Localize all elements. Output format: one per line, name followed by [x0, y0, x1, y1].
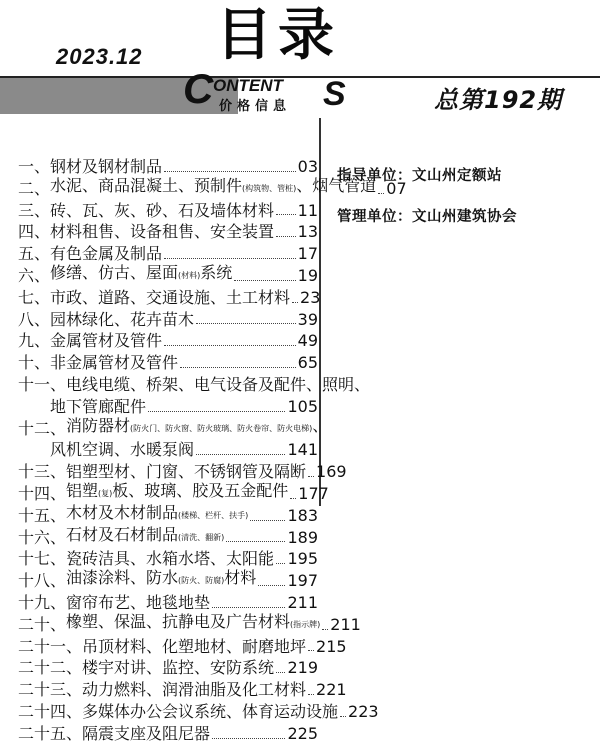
manage-unit: 管理单位：文山州建筑协会 [337, 209, 517, 225]
toc-page-number: 169 [316, 462, 347, 482]
toc-number: 七、 [18, 287, 51, 307]
toc-title [50, 262, 232, 287]
toc-number: 四、 [18, 222, 51, 242]
toc-row [18, 175, 407, 200]
toc-title [50, 352, 178, 374]
toc-title-text: 石材及石材制品 [66, 524, 179, 544]
toc-leader-dots [164, 258, 296, 259]
toc-title-text: 风机空调、水暖泵阀 [50, 440, 195, 460]
contents-logo [183, 65, 353, 114]
toc-title-text: 非金属管材及管件 [50, 353, 179, 373]
toc-number: 十五、 [18, 505, 67, 525]
toc-page-number: 177 [298, 483, 329, 503]
toc-note: (复) [98, 488, 113, 498]
toc-leader-dots [276, 236, 296, 237]
contents-last-letter: S [323, 75, 346, 113]
toc-title [66, 611, 320, 636]
toc-row [18, 611, 361, 636]
toc-leader-dots [308, 476, 314, 477]
toc-leader-dots [196, 323, 296, 324]
toc-leader-dots [258, 585, 285, 586]
toc-title [50, 175, 376, 200]
toc-number: 三、 [18, 200, 51, 220]
toc-page-number: 07 [386, 178, 407, 198]
toc-page-number: 23 [300, 287, 321, 307]
toc-page-number: 03 [297, 157, 318, 176]
contents-subtitle: 价格信息 [219, 99, 292, 114]
table-of-contents [18, 156, 407, 745]
toc-number: 五、 [18, 244, 51, 264]
toc-row [18, 524, 318, 549]
toc-row [18, 221, 318, 243]
toc-number: 十八、 [18, 571, 67, 591]
toc-page-number: 141 [287, 440, 318, 460]
toc-number: 十、 [18, 353, 51, 373]
toc-title-text: 电线电缆、桥架、电气设备及配件、照明、 [66, 374, 371, 394]
contents-first-letter: C [183, 65, 214, 112]
toc-title [50, 439, 194, 461]
toc-number: 二、 [18, 178, 51, 198]
toc-row [18, 309, 318, 331]
toc-title [66, 524, 224, 549]
toc-title-text: 瓷砖洁具、水箱水塔、太阳能 [66, 549, 275, 569]
toc-number: 十六、 [18, 527, 67, 547]
toc-title-text: 铝塑型材、门窗、不锈钢管及隔断 [66, 462, 307, 482]
toc-title [50, 200, 274, 222]
toc-number: 十九、 [18, 592, 67, 612]
header [0, 0, 600, 120]
toc-title [66, 567, 256, 592]
toc-note: (楼梯、栏杆、扶手) [178, 510, 249, 520]
toc-title-text: 多媒体办公会议系统、体育运动设施 [82, 701, 339, 721]
toc-note: (指示牌) [290, 619, 321, 629]
toc-page-number: 49 [297, 331, 318, 351]
toc-title-rest: 材料 [224, 568, 257, 588]
toc-title-text: 有色金属及制品 [50, 244, 163, 264]
toc-note: (清洗、翻新) [178, 532, 225, 542]
toc-note: (防火、防腐) [178, 576, 225, 586]
toc-title [50, 330, 162, 352]
toc-title-text: 消防器材 [66, 415, 131, 435]
toc-title-rest: 、 [312, 415, 329, 435]
toc-number: 二十、 [18, 614, 67, 634]
toc-title-text: 金属管材及管件 [50, 331, 163, 351]
toc-title-text: 铝塑 [66, 480, 99, 500]
toc-leader-dots [212, 607, 285, 608]
toc-title [66, 374, 370, 396]
toc-number: 二十五、 [18, 723, 83, 743]
toc-leader-dots [148, 411, 285, 412]
toc-page-number: 221 [316, 680, 347, 700]
toc-page-number: 13 [297, 222, 318, 242]
toc-title-text: 窗帘布艺、地毯地垫 [66, 592, 211, 612]
issue-date: 2023.12 [56, 44, 143, 69]
toc-title-text: 木材及木材制品 [66, 502, 179, 522]
toc-leader-dots [308, 694, 314, 695]
toc-title-text: 砖、瓦、灰、砂、石及墙体材料 [50, 200, 275, 220]
toc-page-number: 17 [297, 244, 318, 264]
toc-number: 二十一、 [18, 636, 83, 656]
toc-title-text: 地下管廊配件 [50, 396, 147, 416]
toc-page-number: 223 [348, 701, 379, 721]
toc-row [18, 701, 379, 723]
toc-leader-dots [250, 520, 285, 521]
toc-number: 六、 [18, 265, 51, 285]
toc-number: 十四、 [18, 483, 67, 503]
toc-title-text: 橡塑、保温、抗静电及广告材料 [66, 611, 291, 631]
toc-title-rest: 、烟气管道 [296, 175, 377, 195]
toc-row [18, 439, 318, 461]
toc-title [66, 415, 328, 440]
toc-page-number: 225 [287, 723, 318, 743]
toc-title [82, 701, 338, 723]
toc-leader-dots [378, 193, 384, 194]
toc-leader-dots [276, 672, 285, 673]
toc-title [82, 679, 306, 701]
toc-number: 十三、 [18, 462, 67, 482]
toc-row [18, 352, 318, 374]
toc-title-text: 水泥、商品混凝土、预制件 [50, 175, 243, 195]
toc-leader-dots [290, 498, 296, 499]
toc-page-number: 197 [287, 571, 318, 591]
toc-row [18, 200, 318, 222]
toc-title [82, 657, 274, 679]
toc-number: 十一、 [18, 374, 67, 394]
toc-number: 十七、 [18, 549, 67, 569]
toc-row [18, 330, 318, 352]
toc-number: 八、 [18, 309, 51, 329]
toc-row [18, 374, 371, 396]
toc-note: (构筑物、管桩) [242, 183, 297, 193]
toc-row [18, 570, 318, 592]
toc-leader-dots [322, 629, 328, 630]
toc-title-rest: 系统 [200, 262, 233, 282]
toc-page-number: 39 [297, 309, 318, 329]
toc-page-number: 19 [297, 265, 318, 285]
toc-number: 十二、 [18, 418, 67, 438]
toc-page-number: 219 [287, 658, 318, 678]
toc-note: (防火门、防火窗、防火玻璃、防火卷帘、防火电梯) [130, 423, 313, 433]
toc-title-text: 市政、道路、交通设施、土工材料 [50, 287, 291, 307]
toc-row [18, 636, 347, 658]
toc-page-number: 189 [287, 527, 318, 547]
toc-title [50, 287, 290, 309]
toc-leader-dots [292, 302, 298, 303]
toc-title-text: 油漆涂料、防水 [66, 568, 179, 588]
toc-leader-dots [276, 563, 285, 564]
toc-title-text: 园林绿化、花卉苗木 [50, 309, 195, 329]
toc-leader-dots [164, 345, 296, 346]
toc-row [18, 723, 318, 745]
toc-leader-dots [234, 280, 295, 281]
toc-title [82, 636, 306, 658]
toc-leader-dots [196, 454, 285, 455]
toc-row [18, 657, 318, 679]
toc-leader-dots [276, 214, 296, 215]
contents-word: ONTENT [213, 76, 283, 95]
toc-title-text: 隔震支座及阻尼器 [82, 723, 211, 743]
toc-row [18, 262, 318, 287]
toc-leader-dots [180, 367, 296, 368]
issue-number: 总第192期 [434, 86, 563, 114]
toc-leader-dots [340, 716, 346, 717]
toc-leader-dots [308, 650, 314, 651]
toc-title-text: 吊顶材料、化塑地材、耐磨地坪 [82, 636, 307, 656]
toc-row [18, 679, 347, 701]
toc-title [50, 309, 194, 331]
toc-page-number: 183 [287, 505, 318, 525]
toc-row [18, 415, 329, 440]
toc-number: 二十二、 [18, 658, 83, 678]
toc-page-number: 105 [287, 396, 318, 416]
toc-page-number: 195 [287, 549, 318, 569]
toc-leader-dots [212, 738, 285, 739]
toc-title-text: 钢材及钢材制品 [50, 157, 163, 176]
toc-leader-dots [226, 541, 285, 542]
toc-page-number: 211 [330, 614, 361, 634]
toc-number: 二十三、 [18, 680, 83, 700]
toc-page-number: 11 [297, 200, 318, 220]
toc-page-number: 65 [297, 353, 318, 373]
toc-title [50, 221, 274, 243]
toc-title-text: 楼宇对讲、监控、安防系统 [82, 658, 275, 678]
toc-title-text: 材料租售、设备租售、安全装置 [50, 222, 275, 242]
toc-page-number: 215 [316, 636, 347, 656]
toc-number: 一、 [18, 157, 51, 176]
toc-title-rest: 板、玻璃、胶及五金配件 [112, 480, 289, 500]
toc-title-text: 动力燃料、润滑油脂及化工材料 [82, 680, 307, 700]
toc-page-number: 211 [287, 592, 318, 612]
toc-title-text: 修缮、仿古、屋面 [50, 262, 179, 282]
page-title: 目录 [216, 3, 340, 68]
toc-number: 二十四、 [18, 701, 83, 721]
toc-row [18, 287, 321, 309]
toc-note: (材料) [178, 270, 201, 280]
toc-leader-dots [164, 171, 296, 172]
toc-number: 九、 [18, 331, 51, 351]
toc-title [82, 723, 210, 745]
guide-unit: 指导单位：文山州定额站 [337, 168, 502, 184]
